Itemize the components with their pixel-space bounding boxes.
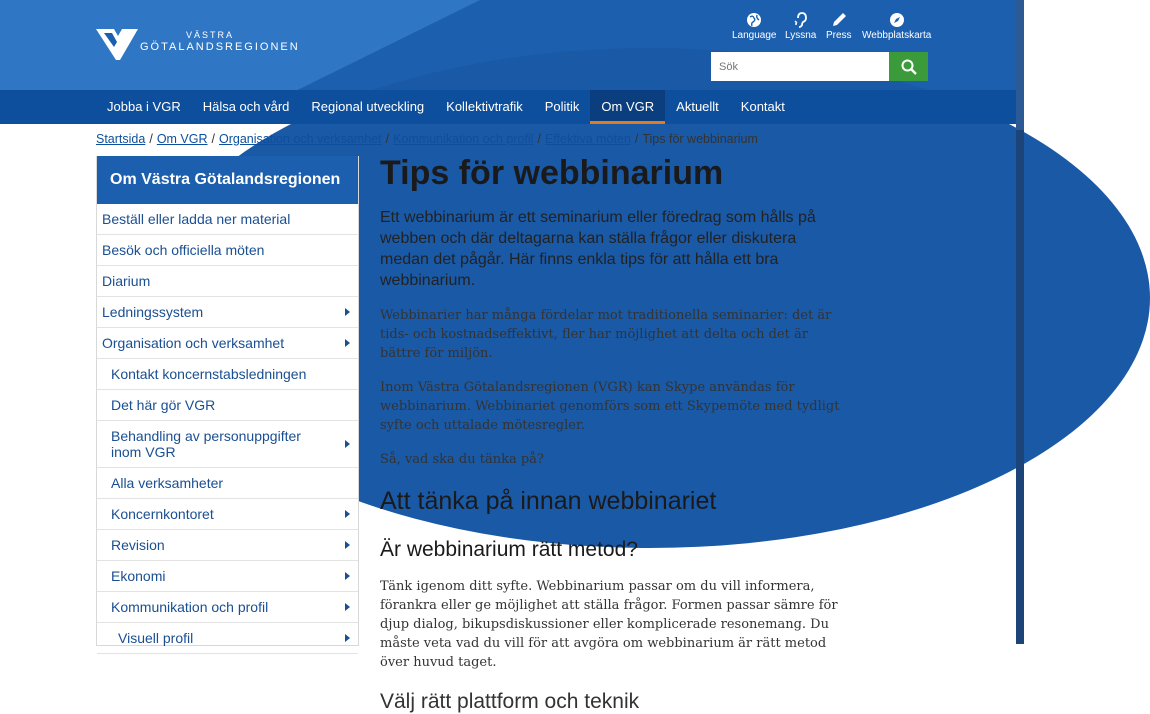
breadcrumb-link-startsida[interactable]: Startsida <box>96 132 146 146</box>
sidebar-item-label: Diarium <box>102 273 151 289</box>
section-heading: Att tänka på innan webbinariet <box>380 487 717 515</box>
sidebar-item[interactable] <box>97 297 358 328</box>
sidebar-item-label: Kommunikation och profil <box>111 599 269 615</box>
sidebar-item[interactable] <box>97 421 358 468</box>
next-subsection-heading: Välj rätt plattform och teknik <box>380 690 640 713</box>
logo-mark-icon <box>96 26 138 62</box>
ear-icon <box>793 12 809 28</box>
sidebar-item[interactable] <box>97 235 358 266</box>
expand-arrow-icon[interactable] <box>345 572 350 580</box>
sidebar-item[interactable] <box>97 266 358 297</box>
breadcrumb-link-om-vgr[interactable]: Om VGR <box>156 132 208 146</box>
page-title: Tips för webbinarium <box>380 154 724 192</box>
site-header <box>0 0 1016 90</box>
sidebar-item[interactable] <box>97 204 358 235</box>
scrollbar-thumb[interactable] <box>1016 0 1024 130</box>
language-link[interactable] <box>732 12 777 41</box>
main-content <box>380 150 840 714</box>
sidebar-item[interactable] <box>97 468 358 499</box>
search-button[interactable] <box>889 52 928 81</box>
sitemap-link[interactable] <box>862 12 931 41</box>
sidebar-title[interactable]: Om Västra Götalandsregionen <box>97 156 358 204</box>
breadcrumb-link-organisation[interactable]: Organisation och verksamhet <box>219 132 382 146</box>
sidebar-item[interactable] <box>97 390 358 421</box>
nav-item-kollektivtrafik[interactable]: Kollektivtrafik <box>446 99 523 114</box>
expand-arrow-icon[interactable] <box>345 440 350 448</box>
subsection-heading: Är webbinarium rätt metod? <box>380 538 638 561</box>
body-paragraph-3: Så, vad ska du tänka på? <box>380 452 544 467</box>
sidebar-item[interactable] <box>97 328 358 359</box>
body-paragraph-4: Tänk igenom ditt syfte. Webbinarium passar om du vill informera, förankra eller ge möjlighet att ställa frågor. Formen passar sämre för djup dialog, bikupsdiskussioner eller komplicerade resonemang. Du måste veta vad du vill för att avgöra om webbinarium är rätt metod över huvud taget. <box>380 579 838 670</box>
search-icon <box>901 59 917 75</box>
sidebar-item-label: Beställ eller ladda ner material <box>102 211 291 227</box>
search-bar <box>711 52 928 81</box>
compass-icon <box>889 12 905 28</box>
main-nav <box>0 90 1016 124</box>
expand-arrow-icon[interactable] <box>345 308 350 316</box>
expand-arrow-icon[interactable] <box>345 541 350 549</box>
sidebar-item-label: Ekonomi <box>111 568 166 584</box>
breadcrumb-current: Tips för webbinarium <box>642 132 758 146</box>
logo-text-line2: GÖTALANDSREGIONEN <box>140 41 300 53</box>
sidebar-item-label: Organisation och verksamhet <box>102 335 285 351</box>
expand-arrow-icon[interactable] <box>345 603 350 611</box>
press-label: Press <box>826 30 852 41</box>
sidebar-item-label: Koncernkontoret <box>111 506 214 522</box>
sidebar-item[interactable] <box>97 592 358 623</box>
language-label: Language <box>732 30 777 41</box>
expand-arrow-icon[interactable] <box>345 634 350 642</box>
listen-link[interactable] <box>785 12 816 41</box>
sidebar-item[interactable] <box>97 623 358 654</box>
site-logo[interactable] <box>96 26 300 66</box>
body-paragraph-2: Inom Västra Götalandsregionen (VGR) kan Skype användas för webbinarium. Webbinariet genomförs som ett Skypemöte med tydligt syfte och uttalade mötesregler. <box>380 380 840 433</box>
breadcrumb: Startsida / Om VGR / Organisation och verksamhet / Kommunikation och profil / Effektiva möten / Tips för webbinarium <box>96 132 758 146</box>
press-link[interactable] <box>826 12 852 41</box>
breadcrumb-link-effektiva-moten[interactable]: Effektiva möten <box>544 132 631 146</box>
nav-item-regional[interactable]: Regional utveckling <box>311 99 425 114</box>
sidebar-item-label: Kontakt koncernstabsledningen <box>111 366 307 382</box>
nav-item-politik[interactable]: Politik <box>544 99 580 114</box>
sidebar-item-label: Ledningssystem <box>102 304 204 320</box>
sidebar-list <box>97 204 358 654</box>
expand-arrow-icon[interactable] <box>345 339 350 347</box>
nav-item-om-vgr[interactable]: Om VGR <box>590 90 665 124</box>
sidebar-item-label: Revision <box>111 537 165 553</box>
nav-item-aktuellt[interactable]: Aktuellt <box>676 99 719 114</box>
sidebar-item[interactable] <box>97 499 358 530</box>
sidebar-item-label: Det här gör VGR <box>111 397 216 413</box>
search-input[interactable] <box>711 52 889 81</box>
sidebar-item[interactable] <box>97 359 358 390</box>
body-paragraph-1: Webbinarier har många fördelar mot traditionella seminarier: det är tids- och kostnadseffektivt, fler har möjlighet att delta och det är bättre för miljön. <box>380 308 832 361</box>
sidebar-item-label: Alla verksamheter <box>111 475 224 491</box>
listen-label: Lyssna <box>785 30 817 41</box>
nav-item-kontakt[interactable]: Kontakt <box>740 99 785 114</box>
expand-arrow-icon[interactable] <box>345 510 350 518</box>
logo-text-line1: VÄSTRA <box>186 30 235 40</box>
sidebar-item-label: Behandling av personuppgifter inom VGR <box>111 428 301 460</box>
nav-item-jobba[interactable]: Jobba i VGR <box>107 99 181 114</box>
lead-paragraph: Ett webbinarium är ett seminarium eller föredrag som hålls på webben och där deltagarna kan ställa frågor eller diskutera medan det pågår. Här finns enkla tips för att hålla ett bra webbinarium. <box>380 209 816 289</box>
sidebar-item-label: Visuell profil <box>118 630 194 646</box>
breadcrumb-link-kommunikation[interactable]: Kommunikation och profil <box>393 132 534 146</box>
sitemap-label: Webbplatskarta <box>862 30 932 41</box>
sidebar-item[interactable] <box>97 561 358 592</box>
sidebar-item[interactable] <box>97 530 358 561</box>
sidebar-item-label: Besök och officiella möten <box>102 242 265 258</box>
globe-icon <box>746 12 762 28</box>
pencil-icon <box>831 12 847 28</box>
nav-item-halsa[interactable]: Hälsa och vård <box>202 99 290 114</box>
sidebar <box>96 156 359 646</box>
